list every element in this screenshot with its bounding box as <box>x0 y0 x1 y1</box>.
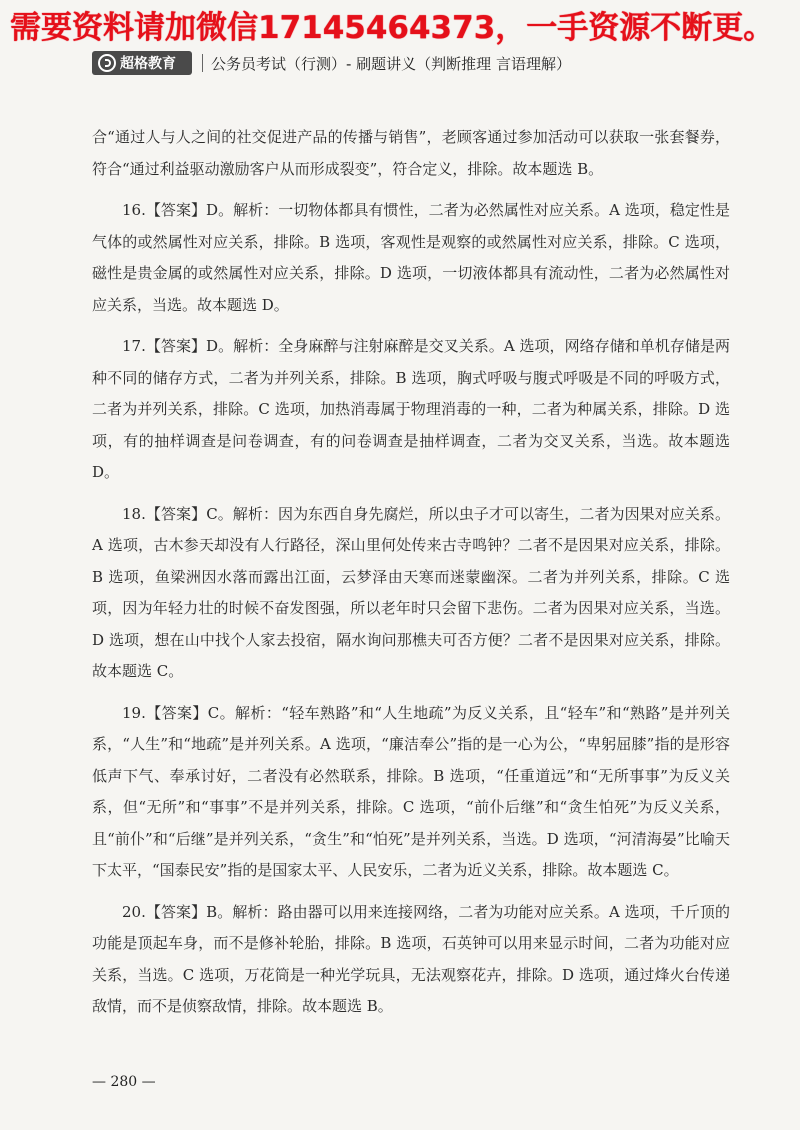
paragraph-continued: 合“通过人与人之间的社交促进产品的传播与销售”，老顾客通过参加活动可以获取一张套餐券，符合“通过利益驱动激励客户从而形成裂变”，符合定义，排除。故本题选 B。 <box>92 128 730 178</box>
page-body <box>92 122 730 1033</box>
header-title: 公务员考试（行测）- 刷题讲义（判断推理 言语理解） <box>211 54 571 73</box>
page-header <box>92 50 732 76</box>
answer-16: 16.【答案】D。解析：一切物体都具有惯性，二者为必然属性对应关系。A 选项，稳定性是气体的或然属性对应关系，排除。B 选项，客观性是观察的或然属性对应关系，排除。C 选项，磁性是贵金属的或然属性对应关系，排除。D 选项，一切液体都具有流动性，二者为必然属性对应关系，当选。故本题选 D。 <box>92 201 730 314</box>
answer-19: 19.【答案】C。解析：“轻车熟路”和“人生地疏”为反义关系，且“轻车”和“熟路”是并列关系，“人生”和“地疏”是并列关系。A 选项，“廉洁奉公”指的是一心为公，“卑躬屈膝”指的是形容低声下气、奉承讨好，二者没有必然联系，排除。B 选项，“任重道远”和“无所事事”为反义关系，但“无所”和“事事”不是并列关系，排除。C 选项，“前仆后继”和“贪生怕死”为反义关系，且“前仆”和“后继”是并列关系，“贪生”和“怕死”是并列关系，当选。D 选项，“河清海晏”比喻天下太平，“国泰民安”指的是国家太平、人民安乐，二者为近义关系，排除。故本题选 C。 <box>92 703 730 879</box>
answer-18: 18.【答案】C。解析：因为东西自身先腐烂，所以虫子才可以寄生，二者为因果对应关系。A 选项，古木参天却没有人行路径，深山里何处传来古寺鸣钟？二者不是因果对应关系，排除。B 选项，鱼梁洲因水落而露出江面，云梦泽由天寒而迷蒙幽深。二者为并列关系，排除。C 选项，因为年轻力壮的时候不奋发图强，所以老年时只会留下悲伤。二者为因果对应关系，当选。D 选项，想在山中找个人家去投宿，隔水询问那樵夫可否方便？二者不是因果对应关系，排除。故本题选 C。 <box>92 504 730 680</box>
publisher-logo <box>92 51 192 75</box>
answer-17: 17.【答案】D。解析：全身麻醉与注射麻醉是交叉关系。A 选项，网络存储和单机存储是两种不同的储存方式，二者为并列关系，排除。B 选项，胸式呼吸与腹式呼吸是不同的呼吸方式，二者为并列关系，排除。C 选项，加热消毒属于物理消毒的一种，二者为种属关系，排除。D 选项，有的抽样调查是问卷调查，有的问卷调查是抽样调查，二者为交叉关系，当选。故本题选 D。 <box>92 337 730 481</box>
watermark-banner: 需要资料请加微信17145464373，一手资源不断更。 <box>10 10 775 46</box>
logo-icon <box>98 54 116 72</box>
header-divider <box>202 54 203 72</box>
logo-text: 超格教育 <box>120 56 176 72</box>
answer-20: 20.【答案】B。解析：路由器可以用来连接网络，二者为功能对应关系。A 选项，千斤顶的功能是顶起车身，而不是修补轮胎，排除。B 选项，石英钟可以用来显示时间，二者为功能对应关系，当选。C 选项，万花筒是一种光学玩具，无法观察花卉，排除。D 选项，通过烽火台传递敌情，而不是侦察敌情，排除。故本题选 B。 <box>92 902 730 1015</box>
page-number: — 280 — <box>92 1074 156 1090</box>
